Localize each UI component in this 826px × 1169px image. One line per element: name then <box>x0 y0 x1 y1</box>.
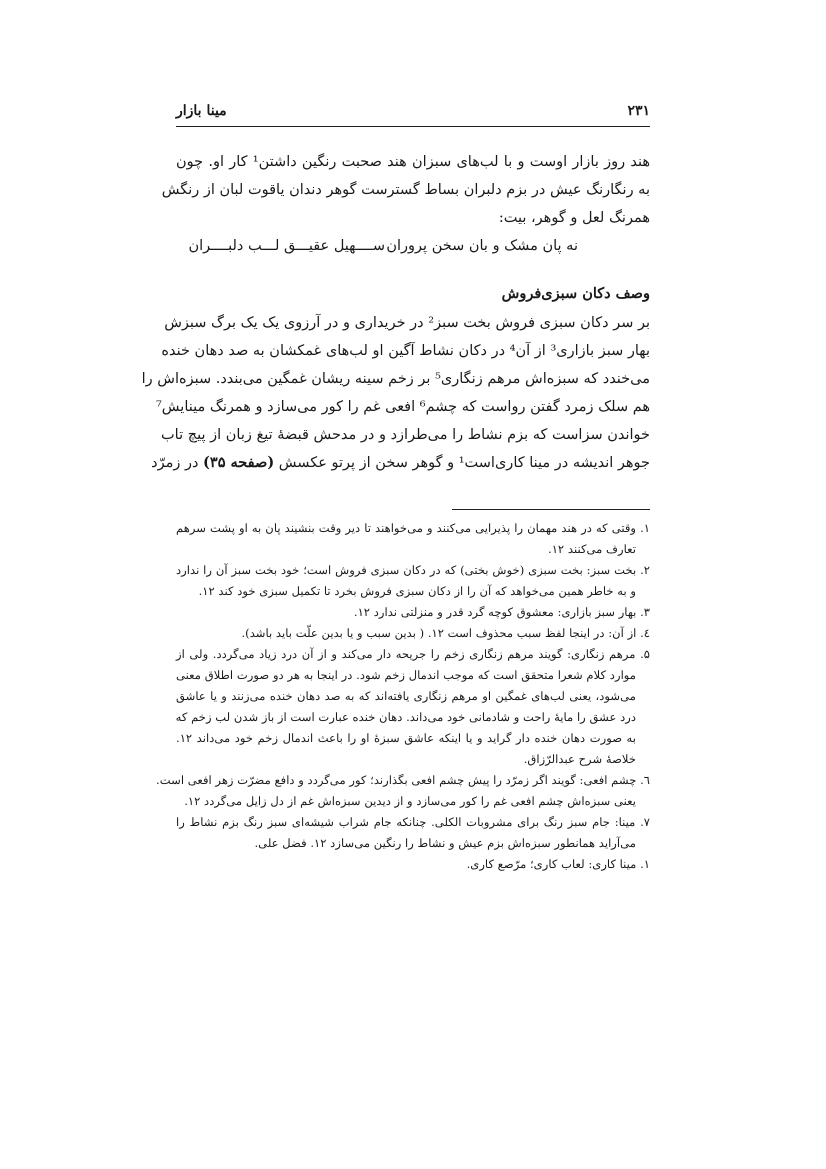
body-line: هم سلک زمرد گفتن رواست که چشم⁶ افعی غم را کور می‌سازد و همرنگ مینایش⁷ <box>155 399 650 415</box>
footnote-line: ٦. چشم افعی: گویند اگر زمرّد را پیش چشم افعی بگذارند؛ کور می‌گردد و دافع مضرّت زهر افعی است. <box>156 773 650 787</box>
running-title: مینا بازار <box>176 103 227 119</box>
footnote-line: تعارف می‌کنند ۱۲. <box>548 542 636 556</box>
footnote-line: خلاصهٔ شرح عبدالرّزاق. <box>523 752 636 766</box>
footnote-line: می‌آراید همانطور سبزه‌اش بزم عیش و نشاط را رنگین می‌سازد ۱۲. فضل علی. <box>254 836 636 850</box>
body-line: بر سر دکان سبزی فروش بخت سبز² در خریداری و در آرزوی یک یک برگ سبزش <box>164 315 650 331</box>
intro-line: هند روز بازار اوست و با لب‌های سبزان هند صحبت رنگین داشتن¹ کار او. چون <box>176 154 650 170</box>
page-number: ۲۳۱ <box>627 103 650 119</box>
footnote-line: به صورت دهان خنده دار گراید و یا اینکه عاشق سبزهٔ او را باعث اندمال زخم خود می‌داند ۱۲. <box>176 731 636 745</box>
running-header <box>176 100 650 127</box>
footnote-line: درد عشق را مایهٔ راحت و شادمانی خود می‌داند. دهان خنده عبارت است از باز شدن لب زخم که <box>175 710 636 724</box>
verse-hemistich-2: ســــهیل عقیـــق لـــب دلبــــران <box>188 238 385 254</box>
footnote-line: ۳. بهار سبز بازاری: معشوق کوچه گرد قدر و منزلتی ندارد ۱۲. <box>353 605 650 619</box>
body-text: در زمرّد <box>151 455 199 471</box>
footnote-line: ۷. مینا: جام سبز رنگ برای مشروبات الکلی. چنانکه جام شراب شیشه‌ای سبز رنگ بزم نشاط را <box>176 815 650 829</box>
footnote-line: ٤. از آن: در اینجا لفظ سبب محذوف است ۱۲. ( بدین سبب و یا بدین علّت باید باشد). <box>241 626 650 640</box>
footnote-line: و به خاطر همین می‌خواهد که آن را از دکان سبزی فروش بخرد تا تکمیل سبزی خود کند ۱۲. <box>198 584 636 598</box>
verse-hemistich-1: نه پان مشک و بان سخن پروران <box>386 238 578 254</box>
intro-line: به رنگارنگ عیش در بزم دلبران بساط گسترست گوهر دندان یاقوت لبان از رنگش <box>161 182 650 198</box>
footnote-line: موارد کلام شعرا متحقق است که موجب اندمال زخم شود. در اینجا به هر دو صورت اطلاق معنی <box>176 668 636 682</box>
body-line: می‌خندد که سبزه‌اش مرهم زنگاری⁵ بر زخم سینه ریشان غمگین می‌بندد. سبزه‌اش را <box>141 371 650 387</box>
body-line-last <box>151 451 650 475</box>
footnote-line: یعنی سبزه‌اش چشم افعی غم را کور می‌سازد و از دیدین سبزه‌اش غم از دل زایل می‌گردد ۱۲. <box>184 794 636 808</box>
footnote-line: ۵. مرهم زنگاری: گویند مرهم زنگاری زخم را جریحه دار می‌کند و از آن درد زیاد می‌گردد. ولی از <box>176 647 650 661</box>
footnote-line: ۱. وقتی که در هند مهمان را پذیرایی می‌کنند و می‌خواهند تا دیر وقت بنشیند پان به او پشت سرهم <box>176 521 650 535</box>
footnote-line: ۱. مینا کاری: لعاب کاری؛ مرّصع کاری. <box>466 857 650 871</box>
body-line: خواندن سزاست که بزم نشاط را می‌طرازد و در مدحش قبضهٔ تیغ زبان از پیچ تاب <box>161 427 650 443</box>
body-text: جوهر اندیشه در مینا کاری‌است¹ و گوهر سخن از پرتو عکسش <box>278 455 650 471</box>
footnote-line: می‌شود، یعنی لب‌های غمگین او مرهم زنگاری یافته‌اند که به صد دهان خنده می‌زنند و یا عاشق <box>176 689 636 703</box>
footnote-line: ۲. بخت سبز: بخت سبزی (خوش بختی) که در دکان سبزی فروش است؛ خود بخت سبز آن را ندارد <box>176 563 650 577</box>
intro-line: همرنگ لعل و گوهر، بیت: <box>498 210 650 226</box>
page-reference: (صفحه ۳۵) <box>203 454 275 471</box>
section-heading: وصف دکان سبزی‌فروش <box>501 285 650 302</box>
footnote-separator <box>452 509 650 510</box>
body-line: بهار سبز بازاری³ از آن⁴ در دکان نشاط آگین او لب‌های غمکشان به صد دهان خنده <box>161 343 650 359</box>
verse <box>176 234 650 258</box>
